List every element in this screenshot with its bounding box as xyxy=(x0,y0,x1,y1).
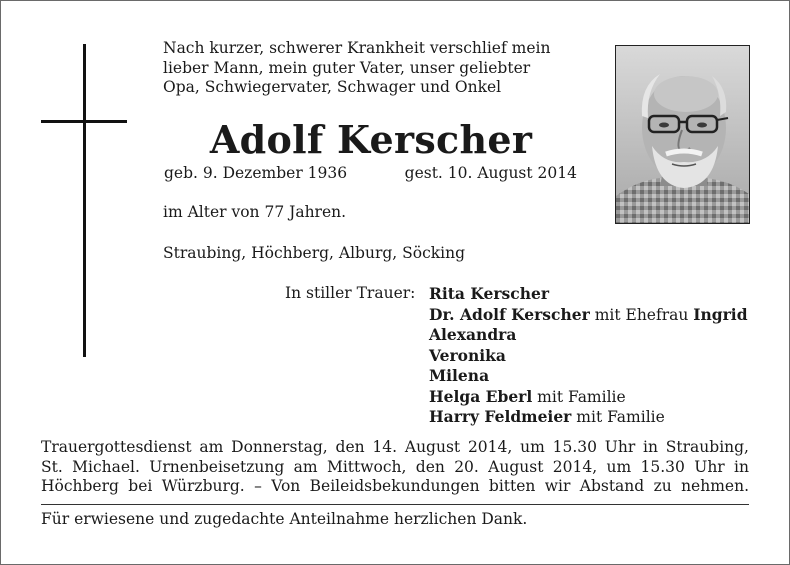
death-date: gest. 10. August 2014 xyxy=(404,164,577,182)
portrait-image xyxy=(616,46,749,223)
mourner-relation: mit Ehefrau xyxy=(589,305,694,324)
mourners-label: In stiller Trauer: xyxy=(285,284,416,302)
mourner-row xyxy=(429,366,748,387)
places-text: Straubing, Höchberg, Alburg, Söcking xyxy=(163,244,466,262)
portrait-photo xyxy=(615,45,750,224)
age-text: im Alter von 77 Jahren. xyxy=(163,203,347,221)
mourner-row xyxy=(429,387,748,408)
mourner-name: Ingrid xyxy=(693,304,748,324)
intro-line: Nach kurzer, schwerer Krankheit verschlief mein xyxy=(163,39,551,57)
thanks-text: Für erwiesene und zugedachte Anteilnahme herzlichen Dank. xyxy=(41,510,528,528)
mourner-relation: mit Familie xyxy=(571,408,665,426)
mourner-row xyxy=(429,305,748,326)
mourner-name: Dr. Adolf Kerscher xyxy=(429,304,590,324)
service-line: Höchberg bei Würzburg. – Von Beileidsbekundungen bitten wir Abstand zu nehmen. xyxy=(41,477,749,495)
cross-icon-horizontal-bar xyxy=(41,120,127,123)
mourner-row xyxy=(429,346,748,367)
mourner-row xyxy=(429,325,748,346)
mourner-name: Milena xyxy=(429,366,490,385)
service-info xyxy=(41,438,749,497)
mourners-list xyxy=(429,284,748,428)
intro-text xyxy=(163,39,579,98)
mourner-row xyxy=(429,407,748,428)
intro-line: Opa, Schwiegervater, Schwager und Onkel xyxy=(163,78,502,96)
intro-line: lieber Mann, mein guter Vater, unser geliebter xyxy=(163,58,531,77)
mourner-name: Helga Eberl xyxy=(429,386,533,406)
mourner-relation: mit Familie xyxy=(532,387,626,406)
service-line: St. Michael. Urnenbeisetzung am Mittwoch, den 20. August 2014, um 15.30 Uhr in xyxy=(41,457,749,476)
cross-icon-vertical-bar xyxy=(83,44,86,357)
mourner-name: Veronika xyxy=(429,345,506,365)
divider xyxy=(41,504,749,505)
mourner-row xyxy=(429,284,748,305)
service-line: Trauergottesdienst am Donnerstag, den 14. August 2014, um 15.30 Uhr in Straubing, xyxy=(41,438,749,456)
mourner-name: Rita Kerscher xyxy=(429,284,549,303)
mourner-name: Harry Feldmeier xyxy=(429,407,572,426)
birth-date: geb. 9. Dezember 1936 xyxy=(164,164,348,182)
deceased-name: Adolf Kerscher xyxy=(209,117,533,162)
mourner-name: Alexandra xyxy=(429,325,517,344)
